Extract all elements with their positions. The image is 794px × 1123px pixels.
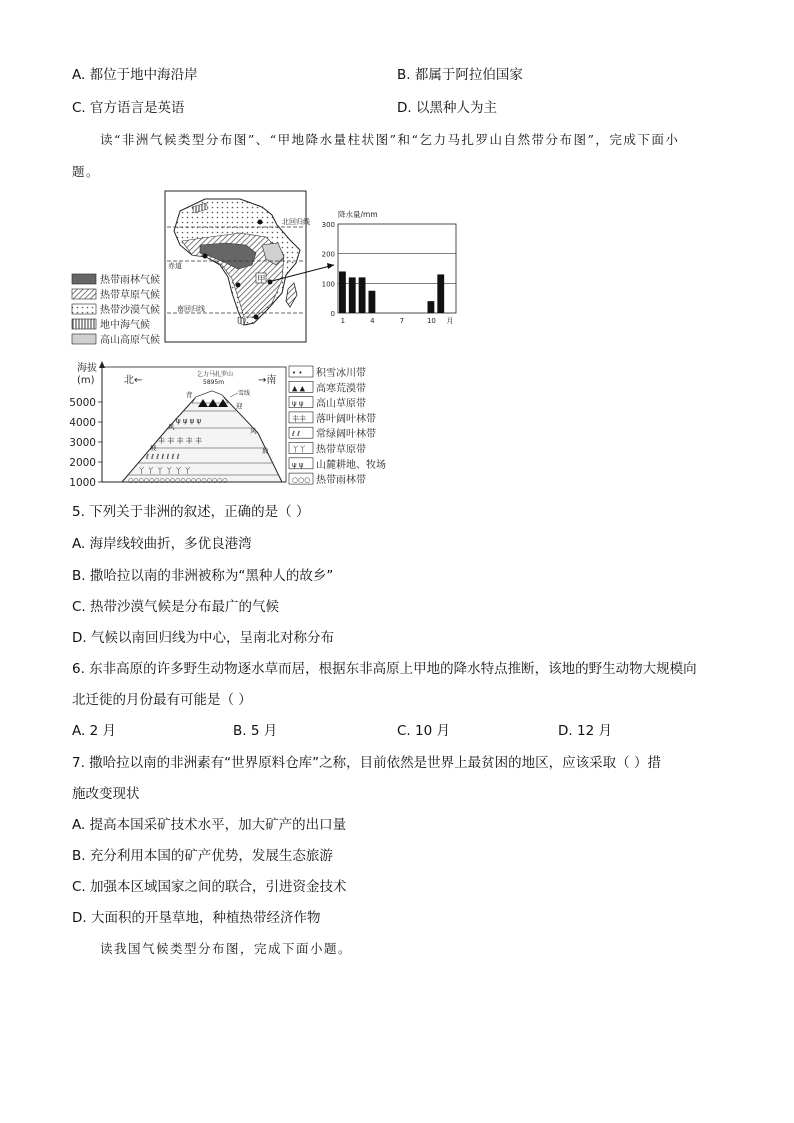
slope-label-po-1: 坡 (150, 444, 157, 452)
altitude-tick-label: 1000 (69, 477, 96, 489)
arrow-head (327, 263, 334, 269)
chart-ytick-label: 0 (330, 310, 335, 318)
svg-text:丫 丫 丫 丫 丫 丫: 丫 丫 丫 丫 丫 丫 (138, 467, 192, 475)
peak-height: 5895m (203, 379, 225, 386)
chart-bar (428, 301, 435, 313)
q6-stem-line-1: 6. 东非高原的许多野生动物逐水草而居，根据东非高原上甲地的降水特点推断，该地的野生动物大规模向 (72, 661, 697, 677)
q5-option-d: D. 气候以南回归线为中心，呈南北对称分布 (72, 630, 334, 646)
snowline-label: 雪线 (238, 390, 251, 397)
city-marker (203, 254, 208, 259)
chart-xtick-label: 7 (399, 317, 405, 325)
altitude-tick-label: 2000 (69, 457, 96, 469)
chart-xtick-label: 10 (426, 317, 436, 325)
city-marker (236, 283, 241, 288)
q7-option-d: D. 大面积的开垦草地，种植热带经济作物 (72, 910, 321, 926)
africa-legend (72, 273, 160, 346)
mountain-ylabel-1: 海拔 (77, 363, 97, 374)
legend-rainforest: 热带雨林气候 (100, 275, 160, 286)
precipitation-chart (322, 209, 456, 325)
q6-option-b: B. 5 月 (233, 723, 278, 739)
q6-option-a: A. 2 月 (72, 723, 116, 739)
chart-bar (359, 277, 366, 313)
q5-option-a: A. 海岸线较曲折，多优良港湾 (72, 536, 252, 552)
slope-label-po-2: 坡 (262, 447, 269, 455)
intro-1-line-2: 题。 (72, 164, 101, 179)
altitude-tick-label: 5000 (69, 397, 96, 409)
mountain-legend-symbol: ℓ ℓ (292, 430, 301, 439)
prev-option-d: D. 以黑种人为主 (397, 100, 497, 116)
mountain-legend-label: 热带草原带 (316, 444, 366, 456)
mountain-legend-label: 常绿阔叶林带 (316, 429, 376, 441)
point-jia-marker (268, 280, 273, 285)
prev-option-a: A. 都位于地中海沿岸 (72, 67, 198, 83)
altitude-tick-label: 3000 (69, 437, 96, 449)
south-label: →南 (258, 375, 277, 386)
mountain-legend-symbol: ψ ψ (292, 399, 304, 408)
chart-bar (349, 277, 356, 313)
tropic-south-label: 南回归线 (177, 305, 205, 313)
mountain-legend-symbol: 丰丰 (292, 414, 306, 423)
q7-option-a: A. 提高本国采矿技术水平，加大矿产的出口量 (72, 817, 347, 833)
city-marker (254, 315, 259, 320)
peak-name: 乞力马扎罗山 (197, 371, 234, 378)
slope-label-feng-1: 风 (168, 423, 175, 431)
mountain-legend-symbol: ▲ ▲ (292, 384, 305, 393)
slope-label-ying: 迎 (236, 402, 243, 410)
legend-highland: 高山高原气候 (100, 335, 160, 346)
legend-mediterranean: 地中海气候 (100, 320, 150, 331)
mountain-legend-label: 热带雨林带 (316, 475, 366, 487)
slope-label-feng-2: 风 (250, 427, 257, 435)
chart-bar (369, 291, 376, 313)
intro-1-line-1: 读“非洲气候类型分布图”、“甲地降水量柱状图”和“乞力马扎罗山自然带分布图”，完成下面小 (100, 132, 680, 147)
north-label: 北← (124, 375, 143, 386)
chart-xtick-label: 1 (340, 317, 346, 325)
mountain-legend-label: 山麓耕地、牧场 (316, 459, 386, 471)
chart-bar (437, 274, 444, 313)
q7-stem-line-1: 7. 撒哈拉以南的非洲素有“世界原料仓库”之称，目前依然是世界上最贫困的地区，应该采取（ ）措 (72, 755, 661, 771)
mountain-legend-symbol: 丫丫 (292, 445, 306, 454)
q7-option-c: C. 加强本区域国家之间的联合，引进资金技术 (72, 879, 347, 895)
chart-ytick-label: 200 (321, 250, 335, 259)
q7-option-b: B. 充分利用本国的矿产优势，发展生态旅游 (72, 848, 333, 864)
mountain-legend-symbol: ψ ψ (292, 460, 304, 469)
q5-option-b: B. 撒哈拉以南的非洲被称为“黑种人的故乡” (72, 568, 334, 584)
chart-ytick-label: 100 (321, 280, 335, 289)
altitude-tick-label: 4000 (69, 417, 96, 429)
chart-ytick-label: 300 (321, 221, 335, 229)
prev-option-b: B. 都属于阿拉伯国家 (397, 67, 523, 83)
mountain-legend-label: 高寒荒漠带 (316, 383, 366, 395)
q6-stem-line-2: 北迁徙的月份最有可能是（ ） (72, 692, 252, 708)
slope-label-bei: 背 (186, 391, 193, 399)
mountain-ylabel-2: (m) (77, 375, 95, 386)
chart-xtick-label: 月 (446, 317, 454, 325)
svg-text:丰 丰 丰 丰 丰: 丰 丰 丰 丰 丰 (158, 437, 202, 445)
q6-option-c: C. 10 月 (397, 723, 450, 739)
legend-savanna: 热带草原气候 (100, 290, 160, 301)
mountain-legend-symbol: • • (292, 369, 303, 377)
svg-text:○○○○○○○○○○○○○○○○○○○: ○○○○○○○○○○○○○○○○○○○ (128, 477, 228, 484)
q6-option-d: D. 12 月 (558, 723, 612, 739)
chart-ylabel: 降水量/mm (338, 210, 378, 219)
chart-xtick-label: 4 (370, 317, 375, 325)
prev-option-c: C. 官方语言是英语 (72, 100, 185, 116)
tropic-north-label: 北回归线 (282, 218, 310, 226)
mountain-legend-label: 高山草原带 (316, 398, 366, 410)
mountain-legend-symbol: ○○○ (292, 476, 311, 485)
figures-svg (0, 185, 794, 545)
intro-2: 读我国气候类型分布图，完成下面小题。 (100, 941, 353, 956)
kilimanjaro-diagram (69, 361, 286, 489)
point-jia-label: 甲 (257, 275, 266, 285)
legend-desert: 热带沙漠气候 (100, 305, 160, 316)
mountain-legend-label: 落叶阔叶林带 (316, 413, 376, 425)
equator-label: 赤道 (168, 262, 182, 270)
mountain-legend-label: 积雪冰川带 (316, 368, 366, 379)
q7-stem-line-2: 施改变现状 (72, 786, 140, 802)
q5-stem: 5. 下列关于非洲的叙述，正确的是（ ） (72, 504, 310, 520)
city-marker (258, 220, 263, 225)
svg-text:ψ ψ ψ ψ: ψ ψ ψ ψ (176, 417, 202, 425)
q5-option-c: C. 热带沙漠气候是分布最广的气候 (72, 599, 280, 615)
mountain-legend (289, 366, 386, 486)
africa-climate-map (165, 191, 334, 342)
svg-text:ℓ ℓ ℓ ℓ ℓ ℓ ℓ: ℓ ℓ ℓ ℓ ℓ ℓ ℓ (146, 453, 180, 461)
chart-bar (339, 271, 346, 313)
